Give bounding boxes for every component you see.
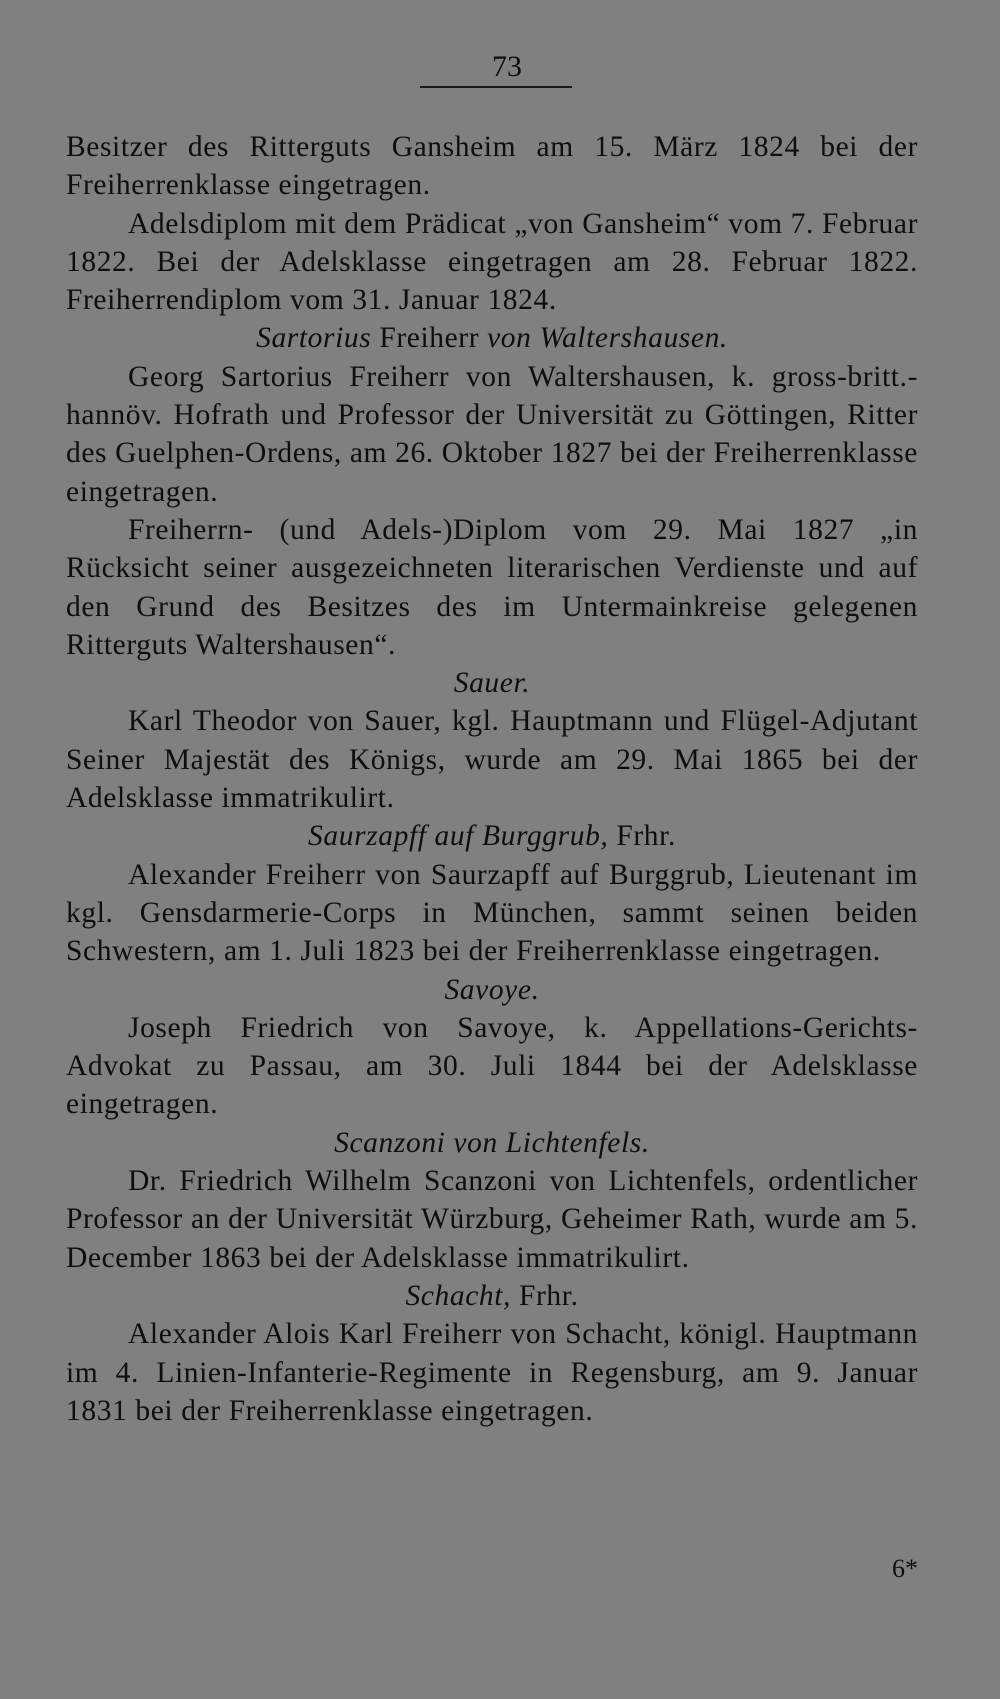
scanzoni-heading-name: Scanzoni von Lichtenfels. bbox=[334, 1126, 650, 1159]
gansheim-continuation: Besitzer des Ritterguts Gansheim am 15. März 1824 bei der Freiherrenklasse eingetragen. bbox=[66, 131, 918, 202]
sauer-paragraph: Karl Theodor von Sauer, kgl. Hauptmann und Flügel-Adjutant Seiner Majestät des Königs, wurde am 29. Mai 1865 bei der Adelsklasse immatrikulirt. bbox=[66, 705, 918, 815]
sauer-heading-name: Sauer. bbox=[453, 667, 531, 700]
scanzoni-paragraph: Dr. Friedrich Wilhelm Scanzoni von Lichtenfels, ordentlicher Professor an der Universität Würzburg, Geheimer Rath, wurde am 5. December 1863 bei der Adelsklasse immatrikulirt. bbox=[66, 1165, 918, 1274]
page-number: 73 bbox=[492, 50, 522, 83]
sartorius-paragraph-1: Georg Sartorius Freiherr von Waltershausen, k. gross-britt.-hannöv. Hofrath und Professor der Universität zu Göttingen, Ritter des Guelphen-Ordens, am 26. Oktober 1827 bei der Freiherrenklasse eingetragen. bbox=[66, 360, 918, 508]
schacht-heading-title: Frhr. bbox=[511, 1279, 579, 1312]
saurzapff-paragraph: Alexander Freiherr von Saurzapff auf Burggrub, Lieutenant im kgl. Gensdarmerie-Corps in München, sammt seinen beiden Schwestern, am 1. Juli 1823 bei der Freiherrenklasse eingetragen. bbox=[66, 858, 918, 968]
sartorius-paragraph-2: Freiherrn- (und Adels-)Diplom vom 29. Mai 1827 „in Rücksicht seiner ausgezeichneten literarischen Verdienste und auf den Grund des Besitzes des im Untermainkreise gelegenen Ritterguts Waltershausen“. bbox=[66, 513, 918, 661]
savoye-heading-name: Savoye. bbox=[444, 973, 540, 1006]
sartorius-heading-title: Freiherr bbox=[371, 322, 488, 355]
header-rule bbox=[420, 86, 572, 88]
body-text bbox=[66, 128, 918, 1430]
saurzapff-heading bbox=[66, 817, 918, 855]
gansheim-diploma-paragraph: Adelsdiplom mit dem Prädicat „von Gansheim“ vom 7. Februar 1822. Bei der Adelsklasse eingetragen am 28. Februar 1822. Freiherrendiplom vom 31. Januar 1824. bbox=[66, 207, 918, 317]
sauer-heading bbox=[66, 664, 918, 702]
savoye-heading bbox=[66, 971, 918, 1009]
savoye-paragraph: Joseph Friedrich von Savoye, k. Appellations-Gerichts-Advokat zu Passau, am 30. Juli 1844 bei der Adelsklasse eingetragen. bbox=[66, 1011, 918, 1121]
signature-mark: 6* bbox=[892, 1554, 918, 1583]
scanzoni-heading bbox=[66, 1124, 918, 1162]
schacht-paragraph: Alexander Alois Karl Freiherr von Schacht, königl. Hauptmann im 4. Linien-Infanterie-Regimente in Regensburg, am 9. Januar 1831 bei der Freiherrenklasse eingetragen. bbox=[66, 1318, 918, 1427]
sartorius-heading-von: von Waltershausen. bbox=[487, 322, 728, 355]
sartorius-heading-name: Sartorius bbox=[256, 322, 372, 355]
schacht-heading-name: Schacht, bbox=[405, 1279, 512, 1312]
page-content bbox=[66, 48, 918, 1430]
sartorius-heading bbox=[66, 319, 918, 357]
schacht-heading bbox=[66, 1277, 918, 1315]
saurzapff-heading-name: Saurzapff auf Burggrub, bbox=[308, 820, 609, 853]
saurzapff-heading-title: Frhr. bbox=[608, 820, 676, 853]
